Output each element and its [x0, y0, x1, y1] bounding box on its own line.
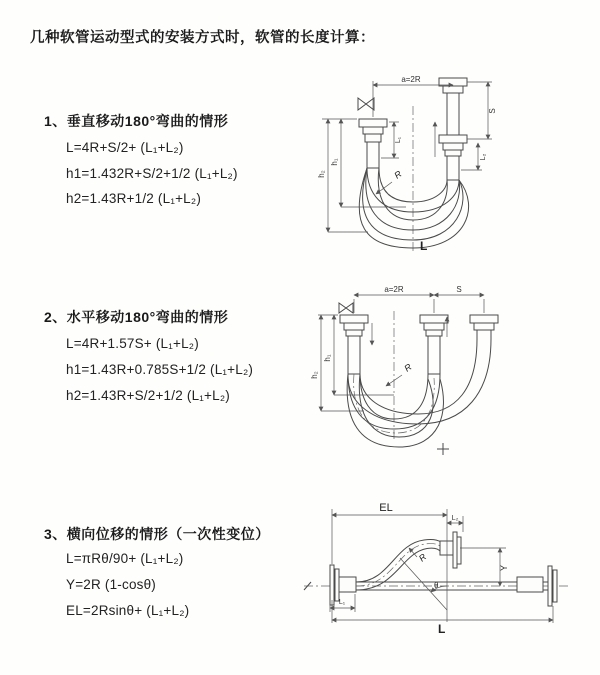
- valve-icon: [358, 98, 374, 110]
- dim-label-r: R: [402, 361, 414, 374]
- left-pipe-assembly: [359, 119, 387, 168]
- hose-arcs: [347, 339, 491, 447]
- hose-drawing-2: [339, 303, 498, 455]
- section-3-heading: 3、横向位移的情形（一次性变位）: [44, 526, 270, 542]
- dim-label-a2r: a=2R: [384, 285, 404, 294]
- section-1-formula-l: L=4R+S/2+ (L₁+L₂): [66, 140, 184, 155]
- dim-label-h1: h₁: [330, 158, 339, 166]
- dimension-lines-3: [330, 502, 553, 636]
- braided-hose-section: [428, 336, 440, 374]
- section-2-formula-h1: h1=1.43R+0.785S+1/2 (L₁+L₂): [66, 362, 254, 377]
- dim-label-l1: L₁: [338, 599, 346, 606]
- dimension-lines-2: [310, 285, 484, 411]
- hose-drawing-3: [304, 532, 570, 606]
- dim-label-l2: L₂: [480, 153, 487, 161]
- right-pipe-assembly: [470, 315, 498, 340]
- section-2-formula-h2: h2=1.43R+S/2+1/2 (L₁+L₂): [66, 388, 230, 403]
- right-pipe-assembly: [439, 78, 467, 180]
- dim-label-l2: L₂: [451, 515, 459, 522]
- diagram-vertical-180-bend: [308, 62, 588, 257]
- dim-label-h2: h₂: [317, 170, 326, 178]
- upper-flange-assembly: [440, 532, 461, 568]
- left-pipe-assembly: [340, 315, 368, 374]
- section-3-formula-y: Y=2R (1-cosθ): [66, 577, 157, 592]
- dim-label-h1: h₁: [323, 354, 332, 362]
- dim-label-s: S: [456, 285, 462, 294]
- dimension-lines-1: [317, 75, 497, 253]
- dim-label-h2: h₂: [310, 371, 319, 379]
- diagram-lateral-displacement: [298, 496, 598, 658]
- hose-drawing-1: [358, 78, 469, 252]
- page-title: 几种软管运动型式的安装方式时，软管的长度计算：: [30, 30, 375, 46]
- braided-hose-section: [447, 156, 459, 180]
- section-3-formula-l: L=πRθ/90+ (L₁+L₂): [66, 551, 184, 566]
- diagram-horizontal-180-bend: [306, 283, 598, 458]
- section-1-formula-h1: h1=1.432R+S/2+1/2 (L₁+L₂): [66, 166, 238, 181]
- dim-label-a2r: a=2R: [401, 75, 421, 84]
- middle-pipe-assembly: [420, 315, 448, 374]
- dim-label-l: L: [438, 622, 446, 636]
- section-3-formula-el: EL=2Rsinθ+ (L₁+L₂): [66, 603, 190, 618]
- braided-hose-section: [348, 336, 360, 374]
- right-flange-assembly: [517, 566, 557, 606]
- section-2-formula-l: L=4R+1.57S+ (L₁+L₂): [66, 336, 199, 351]
- dim-label-s: S: [488, 108, 497, 114]
- section-1-formula-h2: h2=1.43R+1/2 (L₁+L₂): [66, 191, 202, 206]
- section-2-heading: 2、水平移动180°弯曲的情形: [44, 309, 229, 325]
- dim-label-l1: L₁: [395, 136, 402, 144]
- valve-icon: [339, 303, 353, 313]
- braided-hose-section: [367, 142, 379, 168]
- section-1-heading: 1、垂直移动180°弯曲的情形: [44, 113, 229, 129]
- dim-label-l: L: [420, 239, 428, 253]
- dim-label-r: R: [392, 168, 404, 181]
- dim-label-y: Y: [499, 564, 509, 572]
- dim-label-theta: θ: [434, 581, 439, 590]
- dim-label-r: R: [416, 551, 429, 564]
- dim-label-el: EL: [379, 502, 393, 514]
